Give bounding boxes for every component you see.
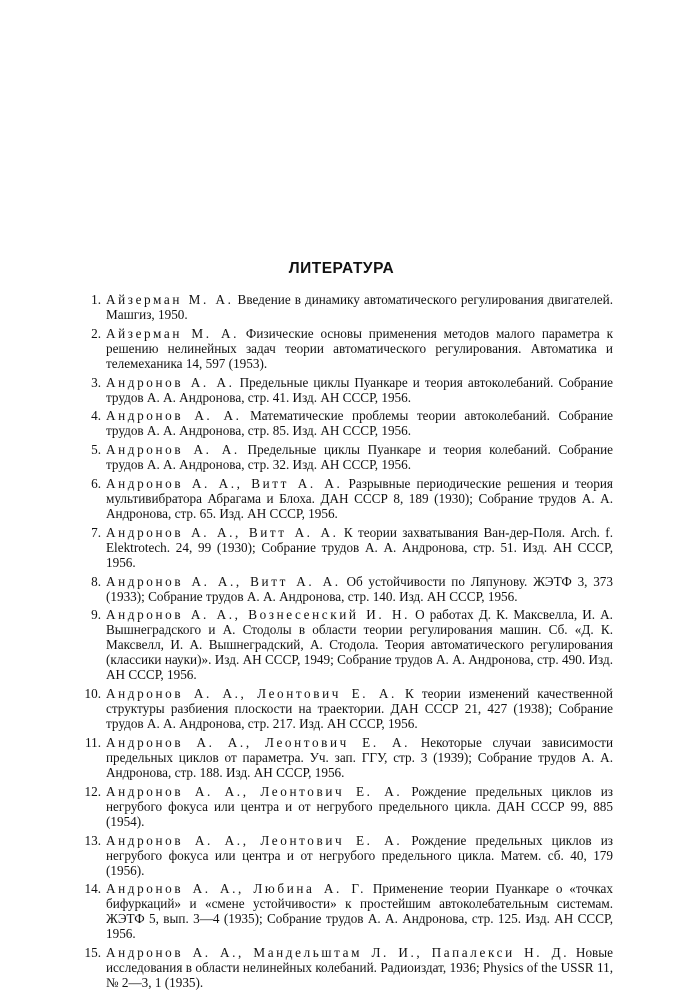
reference-author: Андронов А. А., Витт А. А. xyxy=(106,475,343,491)
reference-text: Новые исследования в области нелинейных колебаний. Радиоиздат, 1936; Physics of the USSR 11, № 2—3, 1 (1935). xyxy=(106,945,613,991)
reference-item xyxy=(78,833,613,878)
reference-author: Андронов А. А., Леонтович Е. А. xyxy=(106,686,397,702)
reference-body xyxy=(106,784,613,829)
reference-item xyxy=(78,574,613,604)
reference-body xyxy=(106,375,613,405)
reference-number: 13. xyxy=(84,832,101,848)
page-title: ЛИТЕРАТУРА xyxy=(288,260,395,277)
reference-body xyxy=(106,292,613,322)
reference-text: Об устойчивости по Ляпунову. ЖЭТФ 3, 373 (1933); Собрание трудов А. А. Андронова, стр. 140. Изд. АН СССР, 1956. xyxy=(106,573,613,604)
reference-author: Андронов А. А., Любина А. Г. xyxy=(106,881,366,897)
reference-number: 10. xyxy=(84,686,101,702)
reference-author: Андронов А. А., Вознесенский И. Н. xyxy=(106,607,410,623)
reference-body xyxy=(106,408,613,438)
reference-number: 7. xyxy=(91,524,101,540)
reference-item xyxy=(78,408,613,438)
reference-number: 1. xyxy=(91,292,101,307)
reference-text: Некоторые случаи зависимости предельных циклов от параметра. Уч. зап. ГГУ, стр. 3 (1939); Собрание трудов А. А. Андронова, стр. 188. Изд. АН СССР, 1956. xyxy=(106,734,613,780)
reference-body xyxy=(106,735,613,780)
reference-list xyxy=(78,292,613,994)
reference-text: Предельные циклы Пуанкаре и теория колебаний. Собрание трудов А. А. Андронова, стр. 32. Изд. АН СССР, 1956. xyxy=(106,442,613,473)
reference-author: Андронов А. А., Леонтович Е. А. xyxy=(106,832,403,848)
reference-text: Разрывные периодические решения и теория мультивибратора Абрагама и Блоха. ДАН СССР 8, 189 (1930); Собрание трудов А. А. Андронова, стр. 65. Изд. АН СССР, 1956. xyxy=(106,475,613,521)
reference-text: Физические основы применения методов малого параметра к решению нелинейных задач теории автоматического регулирования. Автоматика и телемеханика 14, 597 (1953). xyxy=(106,325,613,371)
reference-body xyxy=(106,574,613,604)
reference-text: Предельные циклы Пуанкаре и теория автоколебаний. Собрание трудов А. А. Андронова, стр. 41. Изд. АН СССР, 1956. xyxy=(106,374,613,405)
reference-author: Андронов А. А., Леонтович Е. А. xyxy=(106,734,411,750)
reference-text: Введение в динамику автоматического регулирования двигателей. Машгиз, 1950. xyxy=(106,292,613,322)
reference-item xyxy=(78,784,613,829)
reference-number: 6. xyxy=(91,475,101,491)
reference-text: Рождение предельных циклов из негрубого фокуса или центра и от негрубого предельного цикла. ДАН СССР 99, 885 (1954). xyxy=(106,783,613,829)
reference-item xyxy=(78,735,613,780)
reference-body xyxy=(106,881,613,941)
reference-item xyxy=(78,292,613,322)
reference-body xyxy=(106,326,613,371)
reference-body xyxy=(106,945,613,990)
reference-text: Математические проблемы теории автоколебаний. Собрание трудов А. А. Андронова, стр. 85. Изд. АН СССР, 1956. xyxy=(106,408,613,439)
reference-item xyxy=(78,607,613,682)
reference-item xyxy=(78,326,613,371)
reference-body xyxy=(106,476,613,521)
reference-body xyxy=(106,442,613,472)
reference-number: 15. xyxy=(84,945,101,961)
reference-text: Применение теории Пуанкаре о «точках бифуркаций» и «смене устойчивости» к простейшим автоколебательным системам. ЖЭТФ 5, вып. 3—4 (1935); Собрание трудов А. А. Андронова, стр. 125. Изд. АН СССР, 1956. xyxy=(106,881,613,942)
reference-number: 2. xyxy=(91,325,101,341)
reference-number: 12. xyxy=(84,783,101,799)
reference-author: Андронов А. А., Мандельштам Л. И., Папалекси Н. Д. xyxy=(106,945,570,961)
reference-number: 9. xyxy=(91,607,101,623)
reference-text: К теории изменений качественной структуры разбиения плоскости на траектории. ДАН СССР 21, 427 (1938); Собрание трудов А. А. Андронова, стр. 217. Изд. АН СССР, 1956. xyxy=(106,686,613,732)
reference-author: Андронов А. А. xyxy=(106,408,242,424)
reference-author: Айзерман М. А. xyxy=(106,325,240,341)
reference-text: Рождение предельных циклов из негрубого фокуса или центра и от негрубого предельного цикла. Матем. сб. 40, 179 (1956). xyxy=(106,832,613,878)
reference-body xyxy=(106,833,613,878)
reference-body xyxy=(106,525,613,570)
reference-number: 8. xyxy=(91,573,101,589)
reference-item xyxy=(78,525,613,570)
reference-item xyxy=(78,375,613,405)
reference-item xyxy=(78,686,613,731)
reference-author: Андронов А. А. xyxy=(106,374,235,390)
reference-number: 3. xyxy=(91,374,101,390)
reference-body xyxy=(106,607,613,682)
reference-author: Андронов А. А., Витт А. А. xyxy=(106,573,341,589)
reference-author: Айзерман М. А. xyxy=(106,292,234,307)
reference-number: 5. xyxy=(91,442,101,458)
reference-author: Андронов А. А. xyxy=(106,442,240,458)
reference-item xyxy=(78,476,613,521)
reference-text: О работах Д. К. Максвелла, И. А. Вышнеградского и А. Стодолы в области теории регулирования машин. Сб. «Д. К. Максвелл, И. А. Вышнеградский, А. Стодола. Теория автоматического регулирования (классики науки)». Изд. АН СССР, 1949; Собрание трудов А. А. Андронова, стр. 490. Изд. АН СССР, 1956. xyxy=(106,607,613,683)
reference-item xyxy=(78,945,613,990)
reference-author: Андронов А. А., Леонтович Е. А. xyxy=(106,783,403,799)
reference-text: К теории захватывания Ван-дер-Поля. Arch. f. Elektrotech. 24, 99 (1930); Собрание трудов А. А. Андронова, стр. 51. Изд. АН СССР, 1956. xyxy=(106,524,613,570)
reference-item xyxy=(78,442,613,472)
reference-number: 14. xyxy=(84,881,101,897)
reference-author: Андронов А. А., Витт А. А. xyxy=(106,524,339,540)
reference-item xyxy=(78,881,613,941)
reference-number: 11. xyxy=(85,734,101,750)
reference-body xyxy=(106,686,613,731)
reference-number: 4. xyxy=(91,408,101,424)
